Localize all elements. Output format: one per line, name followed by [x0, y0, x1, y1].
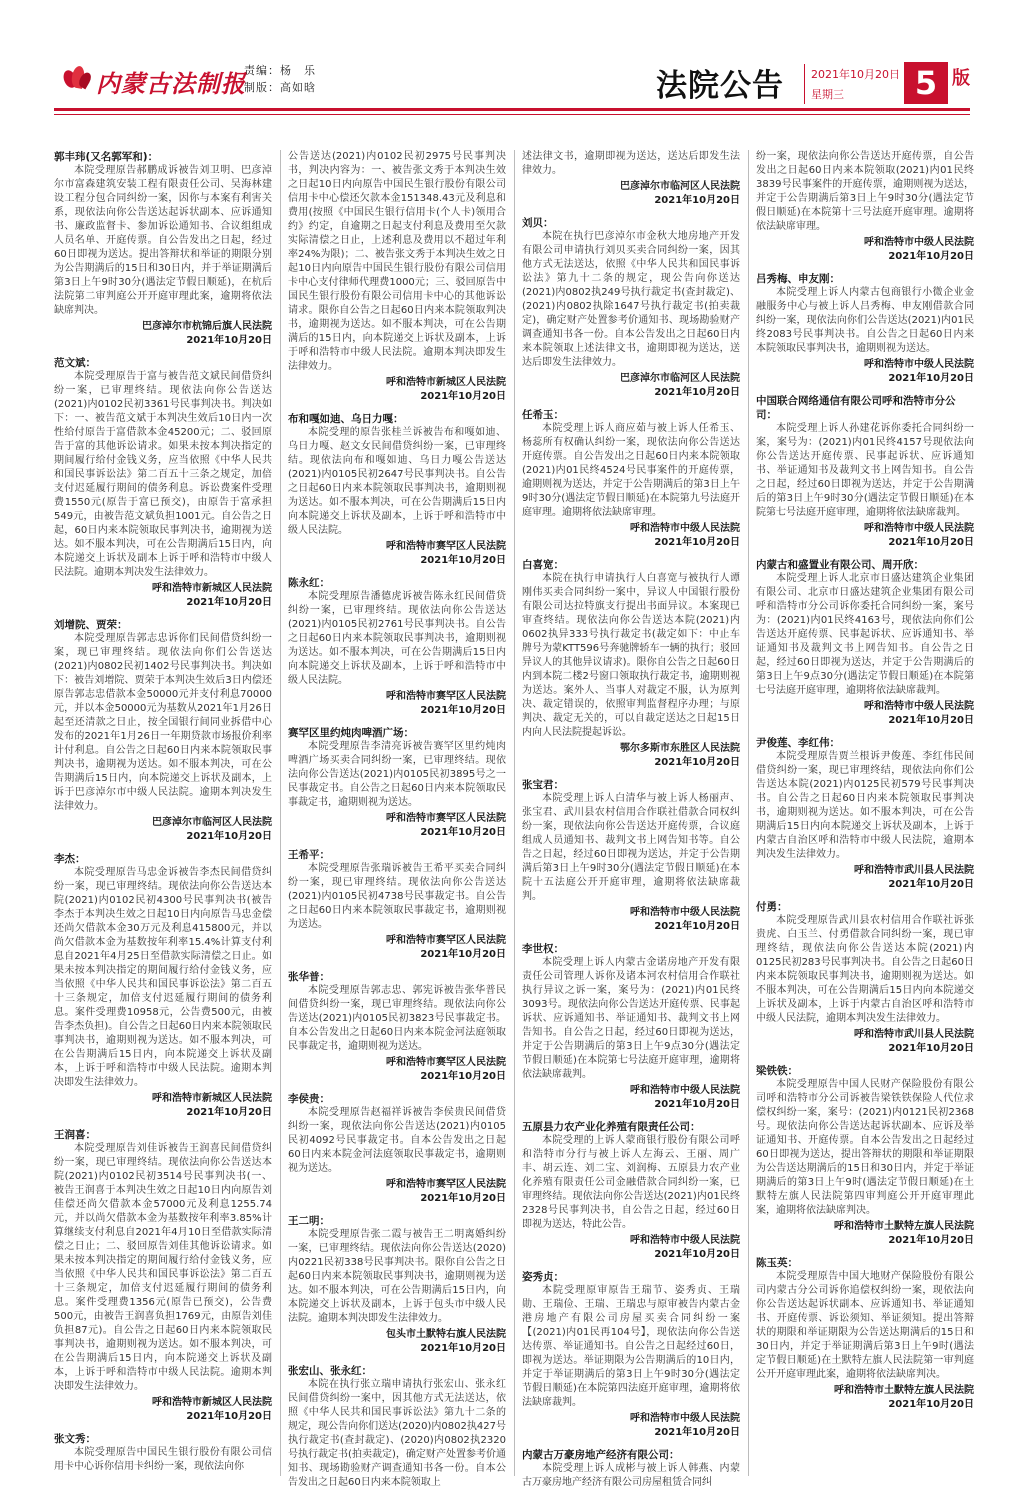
- notice-court: 呼和浩特市赛罕区人民法院: [386, 541, 506, 552]
- notice-body: 本院在执行申请执行人白喜宽与被执行人谭刚伟买卖合同纠纷一案中，异议人中国银行股份有限公司达拉特旗支行提出书面异议。本案现已审查终结。现依法向你公告送达本院(2021)内0602执异333号执行裁定书(裁定如下：中止车牌号为蒙KTT596号奔驰牌轿车一辆的执行；驳回异议人的其他异议请求)。限你自公告之日起60日内到本院二楼2号窗口领取执行裁定书，逾期则视为送达。案外人、当事人对裁定不服，认为原判决、裁定错误的，依照审判监督程序办理；与原判决、裁定无关的，可以自裁定送达之日起15日内向人民法院提起诉讼。: [522, 573, 740, 738]
- notice-date: 2021年10月20日: [888, 537, 974, 548]
- court-notice: [756, 736, 974, 892]
- notice-court: 巴彦淖尔市杭锦后旗人民法院: [142, 321, 272, 332]
- notice-court: 呼和浩特市武川县人民法院: [854, 1029, 974, 1040]
- court-notice: [522, 408, 740, 550]
- notice-date: 2021年10月20日: [654, 387, 740, 398]
- producer-label: 制版：高如晗: [244, 81, 316, 94]
- section-title: 法院公告: [656, 68, 784, 104]
- court-notice: [756, 394, 974, 550]
- notice-date: 2021年10月20日: [420, 1343, 506, 1354]
- column-4: [756, 150, 974, 1476]
- court-notice: [522, 778, 740, 934]
- notice-court: 呼和浩特市新城区人民法院: [152, 1093, 272, 1104]
- newspaper-name: 内蒙古法制报: [96, 69, 246, 98]
- notice-court: 呼和浩特市中级人民法院: [630, 907, 740, 918]
- notice-addressee: 吕秀梅、申友刚：: [756, 273, 840, 285]
- notice-date: 2021年10月20日: [420, 827, 506, 838]
- notice-body: 本院受理上诉人白清华与被上诉人杨丽声、张宝君、武川县农村信用合作联社借款合同权纠纷一案，现依法向你公告送达开庭传票，合议庭组成人员通知书、裁判文书上网告知书等。自公告之日起，经过60日即视为送达，并定于公告期满后第3日上午9时30分(遇法定节假日顺延)在本院十五法庭公开开庭审理，逾期将依法缺席裁判。: [522, 793, 740, 902]
- notice-court: 呼和浩特市赛罕区人民法院: [386, 1057, 506, 1068]
- notice-addressee: 刘增院、贾荣：: [54, 619, 128, 631]
- column-3: [522, 150, 740, 1488]
- notice-addressee: 李世权：: [522, 943, 564, 955]
- notice-body: 本院受理上诉人北京市日盛达建筑企业集团有限公司、北京市日盛达建筑企业集团有限公司呼和浩特市分公司诉你委托合同纠纷一案，案号为：(2021)内01民终4163号，现依法向你们公告送达开庭传票、民事起诉状、应诉通知书、举证通知书及裁判文书上网告知书。自公告之日起，经过60日即视为送达，并定于公告期满后的第3日上午9点30分(遇法定节假日顺延)在本院第七号法庭开庭审理，逾期将依法缺席裁判。: [756, 573, 974, 696]
- issue-date-box: [804, 64, 909, 104]
- notice-addressee: 内蒙古和盛置业有限公司、周开欣：: [756, 559, 924, 571]
- notice-addressee: 梁铁铁：: [756, 1065, 798, 1077]
- notice-body: 本院受理原告马忠金诉被告李杰民间借贷纠纷一案，现已审理终结。现依法向你公告送达本院(2021)内0102民初4300号民事判决书(被告李杰于本判决生效之日起10日内向原告马忠金偿还尚欠借款本金30万元及利息415800元，并以尚欠借款本金为基数按年利率15.4%计算支付利息自2021年4月25日至借款实际清偿之日止。如果未按本判决指定的期间履行给付金钱义务，应当依照《中华人民共和国民事诉讼法》第二百五十三条规定，加倍支付迟延履行期间的债务利息。案件受理费10958元，公告费500元，由被告李杰负担)。自公告之日起60日内来本院领取民事判决书，逾期则视为送达。如不服本判决，可在公告期满后15日内，向本院递交上诉状及副本，上诉于呼和浩特市中级人民法院。逾期本判决即发生法律效力。: [54, 867, 272, 1088]
- notice-addressee: 郭丰玮(又名郭军和)：: [54, 151, 159, 163]
- column-divider: [514, 150, 515, 1476]
- notice-body: 本院受理原告李清亮诉被告赛罕区里约炖肉啤酒广场买卖合同纠纷一案，已审理终结。现依法向你公告送达(2021)内0105民初3895号之一民事裁定书。自公告之日起60日内来本院领取民事裁定书，逾期则视为送达。: [288, 741, 506, 808]
- notice-addressee: 白喜宽：: [522, 559, 564, 571]
- notice-date: 2021年10月20日: [654, 1099, 740, 1110]
- court-notice: [756, 1256, 974, 1412]
- court-notice: [522, 558, 740, 770]
- notice-body: 本院受理上诉人内蒙古包商银行小微企业金融服务中心与被上诉人吕秀梅、申友刚借款合同纠纷一案，现依法向你们公告送达(2021)内01民终2083号民事判决书。自公告之日起60日内来本院领取民事判决书，逾期则视为送达。: [756, 287, 974, 354]
- notice-body: 本院受理原告贾兰根诉尹俊莲、李红伟民间借贷纠纷一案，现已审理终结，现依法向你们公告送达本院(2021)内0125民初579号民事判决书。自公告之日起60日内来本院领取民事判决书，逾期则视为送达。如不服本判决，可在公告期满后15日内向本院递交上诉状及副本，上诉于内蒙古自治区呼和浩特市中级人民法院，逾期本判决发生法律效力。: [756, 751, 974, 860]
- notice-body: 本院受理原告郭志忠诉你们民间借贷纠纷一案，现已审理终结。现依法向你们公告送达(2021)内0802民初1402号民事判决书。判决如下：被告刘增院、贾荣于本判决生效后3日内偿还原告郭志忠借款本金50000元并支付利息70000元，并以本金50000元为基数从2021年1月26日起至还清款之日止，按全国银行间同业拆借中心发布的2021年1月26日一年期贷款市场报价利率计付利息。自公告之日起60日内来本院领取民事判决书，逾期视为送达。如不服本判决，可在公告期满后15日内，向本院递交上诉状及副本，上诉于巴彦淖尔市中级人民法院。逾期本判决发生法律效力。: [54, 633, 272, 812]
- court-notice: [54, 150, 272, 348]
- notice-date: 2021年10月20日: [420, 555, 506, 566]
- notice-date: 2021年10月20日: [420, 705, 506, 716]
- notice-court: 呼和浩特市中级人民法院: [864, 359, 974, 370]
- editor-label: 责编：杨 乐: [244, 64, 316, 77]
- notice-court: 呼和浩特市土默特左旗人民法院: [834, 1385, 974, 1396]
- court-notice: [288, 576, 506, 718]
- masthead: [0, 0, 1024, 150]
- notice-addressee: 李杰：: [54, 853, 86, 865]
- notice-body: 本院受理原审原告王瑞节、姿秀贞、王瑞勋、王瑞俭、王瑞、王瑞忠与原审被告内蒙古金港房地产有限公司房屋买卖合同纠纷一案【(2021)内01民再104号】，现依法向你公告送达传票、举证通知书。自公告之日起经过60日，即视为送达。举证期限为公告期满后的10日内，并定于举证期满后的第3日上午9时30分(遇法定节假日顺延)在本院第四法庭开庭审理，逾期将依法缺席裁判。: [522, 1285, 740, 1408]
- court-notice: [756, 1064, 974, 1248]
- notice-date: 2021年10月20日: [654, 195, 740, 206]
- column-divider: [748, 150, 749, 1476]
- notice-court: 呼和浩特市中级人民法院: [630, 1235, 740, 1246]
- notice-court: 巴彦淖尔市临河区人民法院: [620, 373, 740, 384]
- notice-addressee: 任希玉：: [522, 409, 564, 421]
- notice-court: 呼和浩特市中级人民法院: [630, 1413, 740, 1424]
- issue-date: 2021年10月20日: [811, 68, 900, 81]
- notice-court: 呼和浩特市中级人民法院: [864, 523, 974, 534]
- notice-addressee: 五原县力农产业化养殖有限责任公司：: [522, 1121, 701, 1133]
- notice-court: 呼和浩特市土默特左旗人民法院: [834, 1221, 974, 1232]
- notice-addressee: 赛罕区里约炖肉啤酒广场：: [288, 727, 414, 739]
- notice-body: 本院受理原告中国大地财产保险股份有限公司内蒙古分公司诉你追偿权纠纷一案，现依法向你公告送达起诉状副本、应诉通知书、举证通知书、开庭传票、诉讼须知、举证须知。提出答辩状的期限和举证期限为公告送达期满后的15日和30日内，并定于举证期满后第3日上午9时(遇法定节假日顺延)在土默特左旗人民法院第一审判庭公开开庭审理此案，逾期将依法缺席判决。: [756, 1271, 974, 1380]
- notice-body: 纷一案，现依法向你公告送达开庭传票，自公告发出之日起60日内来本院领取(2021)内01民终3839号民事案件的开庭传票，逾期则视为送达，并定于公告期满后第3日上午9时30分(遇法定节假日顺延)在本院第十三号法庭开庭审理。逾期将依法缺席审理。: [756, 151, 974, 232]
- notice-body: 本院在执行张立瑞申请执行张宏山、张永红民间借贷纠纷一案中，因其他方式无法送达，依照《中华人民共和国民事诉讼法》第九十二条的规定，现公告向你们送达(2020)内0802执427号执行裁定书(查封裁定)、(2020)内0802执2320号执行裁定书(拍卖裁定)，确定财产处置参考价通知书、现场勘验财产调查通知书各一份。自本公告发出之日起60日内来本院领取上: [288, 1379, 506, 1488]
- notice-date: 2021年10月20日: [420, 949, 506, 960]
- notice-date: 2021年10月20日: [888, 251, 974, 262]
- court-notice: [522, 1448, 740, 1490]
- notice-court: 呼和浩特市赛罕区人民法院: [386, 691, 506, 702]
- notice-addressee: 王希平：: [288, 849, 330, 861]
- notice-body: 本院受理原告中国民生银行股份有限公司信用卡中心诉你信用卡纠纷一案，现依法向你: [54, 1447, 272, 1472]
- issue-weekday: 星期三: [811, 88, 844, 101]
- notice-body: 本院受理原告张瑞诉被告王希平买卖合同纠纷一案，现已审理终结。现依法向你公告送达(2021)内0105民初4738号民事裁定书。自公告之日起60日内来本院领取民事裁定书，逾期则视为送达。: [288, 863, 506, 930]
- notice-body: 述法律文书，逾期即视为送达，送达后即发生法律效力。: [522, 151, 740, 176]
- notice-court: 呼和浩特市赛罕区人民法院: [386, 813, 506, 824]
- notice-date: 2021年10月20日: [888, 879, 974, 890]
- notice-body: 本院受理原告郝鹏成诉被告刘卫明、巴彦淖尔市富森建筑安装工程有限责任公司、吴海林建设工程分包合同纠纷一案，因你与本案有利害关系，现依法向你公告送达起诉状副本、应诉通知书、廉政监督卡、参加诉讼通知书、合议组组成人员名单、开庭传票。自公告发出之日起，经过60日即视为送达。提出答辩状和举证的期限分别为公告期满后的15日和30日内，并于举证期满后第3日上午9时30分(遇法定节假日顺延)，在杭后法院第二审判庭公开开庭审理此案，逾期将依法缺席判决。: [54, 165, 272, 316]
- court-notice: [288, 1214, 506, 1356]
- notice-date: 2021年10月20日: [654, 921, 740, 932]
- notice-court: 呼和浩特市新城区人民法院: [152, 1397, 272, 1408]
- notice-court: 呼和浩特市赛罕区人民法院: [386, 935, 506, 946]
- notice-date: 2021年10月20日: [888, 1235, 974, 1246]
- notice-date: 2021年10月20日: [888, 1399, 974, 1410]
- court-notice: [756, 558, 974, 728]
- notice-date: 2021年10月20日: [420, 1193, 506, 1204]
- notice-addressee: 王润喜：: [54, 1129, 96, 1141]
- notice-date: 2021年10月20日: [186, 335, 272, 346]
- header-rule: [54, 108, 970, 111]
- court-notice: [54, 1128, 272, 1424]
- notice-court: 巴彦淖尔市临河区人民法院: [620, 181, 740, 192]
- notice-date: 2021年10月20日: [654, 1427, 740, 1438]
- notice-addressee: 王二明：: [288, 1215, 330, 1227]
- notice-addressee: 付勇：: [756, 901, 788, 913]
- notice-body: 本院在执行巴彦淖尔市金秋大地房地产开发有限公司申请执行刘贝买卖合同纠纷一案，因其他方式无法送达，依照《中华人民共和国民事诉讼法》第九十二条的规定，现公告向你送达(2021)内0802执249号执行裁定书(查封裁定)、(2021)内0802执除1647号执行裁定书(拍卖裁定)，确定财产处置参考价通知书、现场勘验财产调查通知书各一份。自本公告发出之日起60日内来本院领取上述法律文书，逾期即视为送达，送达后即发生法律效力。: [522, 231, 740, 368]
- newspaper-logo: [62, 62, 246, 98]
- notice-body: 本院受理原告赵福祥诉被告李侯贵民间借贷纠纷一案，现依法向你公告送达(2021)内0105民初4092号民事裁定书。自本公告发出之日起60日内来本院金河法庭领取民事裁定书，逾期则视为送达。: [288, 1107, 506, 1174]
- notice-date: 2021年10月20日: [888, 373, 974, 384]
- notice-date: 2021年10月20日: [654, 757, 740, 768]
- notice-addressee: 姿秀贞：: [522, 1271, 564, 1283]
- notice-body: 本院受理原告潘德虎诉被告陈永红民间借贷纠纷一案，已审理终结。现依法向你公告送达(2021)内0105民初2761号民事判决书。自公告之日起60日内来本院领取民事判决书，逾期则视为送达。如不服本判决，可在公告期满后15日内向本院递交上诉状及副本，上诉于呼和浩特市中级人民法院。: [288, 591, 506, 686]
- notice-date: 2021年10月20日: [186, 1107, 272, 1118]
- notice-court: 包头市土默特右旗人民法院: [386, 1329, 506, 1340]
- logo-mark-icon: [62, 64, 92, 92]
- notice-body: 本院受理原告郭志忠、郭宪诉被告张华普民间借贷纠纷一案，现已审理终结。现依法向你公告送达(2021)内0105民初3823号民事裁定书。自本公告发出之日起60日内来本院金河法庭领取民事裁定书，逾期则视为送达。: [288, 985, 506, 1052]
- court-notice: [288, 848, 506, 962]
- notice-date: 2021年10月20日: [186, 597, 272, 608]
- page-suffix: 版: [952, 68, 970, 89]
- court-notice: [522, 942, 740, 1112]
- court-notice: [288, 1092, 506, 1206]
- notice-addressee: 陈玉英：: [756, 1257, 798, 1269]
- notice-addressee: 布和嘎如迪、乌日力嘎：: [288, 413, 404, 425]
- court-notice: [756, 150, 974, 264]
- notice-columns: [54, 150, 974, 1488]
- notice-body: 本院受理上诉人内蒙古金诺房地产开发有限责任公司管理人诉你及诸本河农村信用合作联社执行异议之诉一案，案号为：(2021)内01民终3093号。现依法向你公告送达开庭传票、民事起诉状、应诉通知书、举证通知书、裁判文书上网告知书。自公告之日起，经过60日即视为送达，并定于公告期满后的第3日上午9点30分(遇法定节假日顺延)在本院第七号法庭开庭审理，逾期将依法缺席裁判。: [522, 957, 740, 1080]
- notice-court: 鄂尔多斯市东胜区人民法院: [620, 743, 740, 754]
- notice-court: 呼和浩特市中级人民法院: [864, 237, 974, 248]
- notice-body: 本院受理上诉人孙建花诉你委托合同纠纷一案，案号为：(2021)内01民终4157号现依法向你公告送达开庭传票、民事起诉状、应诉通知书、举证通知书及裁判文书上网告知书。自公告之日起，经过60日即视为送达，并定于公告期满后的第3日上午9时30分(遇法定节假日顺延)在本院第七号法庭开庭审理，逾期将依法缺席裁判。: [756, 423, 974, 518]
- header-rule-thin: [54, 114, 970, 115]
- notice-court: 呼和浩特市武川县人民法院: [854, 865, 974, 876]
- notice-body: 本院受理上诉人成彬与被上诉人韩燕、内蒙古万豪房地产经济有限公司房屋租赁合同纠: [522, 1463, 740, 1488]
- notice-body: 本院受理的原告张桂兰诉被告布和嘎如迪、乌日力嘎、赵文女民间借贷纠纷一案，已审理终结。现依法向布和嘎如迪、乌日力嘎公告送达(2021)内0105民初2647号民事判决书。自公告之日起60日内来本院领取民事判决书，逾期则视为送达。如不服本判决，可在公告期满后15日内向本院递交上诉状及副本，上诉于呼和浩特市中级人民法院。: [288, 427, 506, 536]
- column-1: [54, 150, 272, 1476]
- notice-body: 公告送达(2021)内0102民初2975号民事判决书，判决内容为：一、被告张文秀于本判决生效之日起10日内向原告中国民生银行股份有限公司信用卡中心偿还欠款本金151348.43元及利息和费用(按照《中国民生银行信用卡(个人卡)领用合约》约定，自逾期之日起支付利息及费用至欠款实际清偿之日止，上述利息及费用以不超过年利率24%为限)；二、被告张文秀于本判决生效之日起10日内向原告中国民生银行股份有限公司信用卡中心支付律师代理费1000元；三、驳回原告中国民生银行股份有限公司信用卡中心的其他诉讼请求。限你自公告之日起60日内来本院领取判决书，逾期视为送达。如不服本判决，可在公告期满后的15日内，向本院递交上诉状及副本，上诉于呼和浩特市中级人民法院。逾期本判决即发生法律效力。: [288, 151, 506, 372]
- notice-body: 本院受理原告张二霞与被告王二明离婚纠纷一案，已审理终结。现依法向你公告送达(2020)内0221民初338号民事判决书。限你自公告之日起60日内来本院领取民事判决书，逾期则视为送达。如不服本判决，可在公告期满后15日内，向本院递交上诉状及副本，上诉于包头市中级人民法院。逾期本判决即发生法律效力。: [288, 1229, 506, 1324]
- notice-date: 2021年10月20日: [654, 537, 740, 548]
- notice-court: 呼和浩特市赛罕区人民法院: [386, 1179, 506, 1190]
- notice-addressee: 刘贝：: [522, 217, 554, 229]
- court-notice: [288, 970, 506, 1084]
- court-notice: [522, 1270, 740, 1440]
- notice-addressee: 陈永红：: [288, 577, 330, 589]
- notice-addressee: 李侯贵：: [288, 1093, 330, 1105]
- notice-body: 本院受理上诉人商应茹与被上诉人任希玉、杨蕊所有权确认纠纷一案，现依法向你公告送达开庭传票。自公告发出之日起60日内来本院领取(2021)内01民终4524号民事案件的开庭传票，逾期则视为送达，并定于公告期满后的第3日上午9时30分(遇法定节假日顺延)在本院第九号法庭开庭审理。逾期将依法缺席审理。: [522, 423, 740, 518]
- notice-date: 2021年10月20日: [888, 715, 974, 726]
- court-notice: [288, 1364, 506, 1490]
- notice-body: 本院受理的上诉人蒙商银行股份有限公司呼和浩特市分行与被上诉人左海云、王丽、周广丰、胡云连、刘二宝、刘润梅、五原县力农产业化养殖有限责任公司金融借款合同纠纷一案，已审理终结。现依法向你公告送达(2021)内01民终2328号民事判决书，自公告之日起，经过60日即视为送达，特此公告。: [522, 1135, 740, 1230]
- court-notice: [288, 150, 506, 404]
- court-notice: [288, 726, 506, 840]
- court-notice: [522, 150, 740, 208]
- editor-credits: [244, 62, 316, 96]
- notice-court: 呼和浩特市中级人民法院: [864, 701, 974, 712]
- court-notice: [522, 216, 740, 400]
- notice-court: 呼和浩特市中级人民法院: [630, 1085, 740, 1096]
- notice-court: 巴彦淖尔市临河区人民法院: [152, 817, 272, 828]
- notice-date: 2021年10月20日: [420, 391, 506, 402]
- column-2: [288, 150, 506, 1488]
- notice-court: 呼和浩特市新城区人民法院: [152, 583, 272, 594]
- notice-court: 呼和浩特市新城区人民法院: [386, 377, 506, 388]
- court-notice: [54, 618, 272, 844]
- notice-addressee: 内蒙古万豪房地产经济有限公司：: [522, 1449, 680, 1461]
- notice-addressee: 张文秀：: [54, 1433, 96, 1445]
- notice-addressee: 中国联合网络通信有限公司呼和浩特市分公司：: [756, 395, 956, 421]
- notice-addressee: 尹俊莲、李红伟：: [756, 737, 840, 749]
- notice-date: 2021年10月20日: [186, 1411, 272, 1422]
- court-notice: [54, 852, 272, 1120]
- notice-court: 呼和浩特市中级人民法院: [630, 523, 740, 534]
- notice-date: 2021年10月20日: [654, 1249, 740, 1260]
- notice-body: 本院受理原告武川县农村信用合作联社诉张贵虎、白玉兰、付勇借款合同纠纷一案，现已审理终结，现依法向你公告送达本院(2021)内0125民初283号民事判决书。自公告之日起60日内来本院领取民事判决书，逾期则视为送达。如不服本判决，可在公告期满后15日内向本院递交上诉状及副本，上诉于内蒙古自治区呼和浩特市中级人民法院，逾期本判决发生法律效力。: [756, 915, 974, 1024]
- notice-addressee: 张华普：: [288, 971, 330, 983]
- notice-body: 本院受理原告刘佳诉被告王润喜民间借贷纠纷一案，现已审理终结。现依法向你公告送达本院(2021)内0102民初3514号民事判决书(一、被告王润喜于本判决生效之日起10日内向原告刘佳偿还尚欠借款本金57000元及利息1255.74元，并以尚欠借款本金为基数按年利率3.85%计算继续支付利息自2021年4月10日至借款实际清偿之日止；二、驳回原告刘佳其他诉讼请求。如果未按本判决指定的期间履行给付金钱义务，应当依照《中华人民共和国民事诉讼法》第二百五十三条规定，加倍支付迟延履行期间的债务利息。案件受理费1356元(原告已预交)，公告费500元，由被告王润喜负担1769元，由原告刘佳负担87元)。自公告之日起60日内来本院领取民事判决书，逾期则视为送达。如不服本判决，可在公告期满后15日内，向本院递交上诉状及副本，上诉于呼和浩特市中级人民法院。逾期本判决即发生法律效力。: [54, 1143, 272, 1392]
- notice-date: 2021年10月20日: [186, 831, 272, 842]
- notice-addressee: 范文斌：: [54, 357, 96, 369]
- court-notice: [288, 412, 506, 568]
- court-notice: [54, 356, 272, 610]
- column-divider: [280, 150, 281, 1476]
- court-notice: [756, 900, 974, 1056]
- notice-addressee: 张宏山、张永红：: [288, 1365, 372, 1377]
- notice-body: 本院受理原告于富与被告范文斌民间借贷纠纷一案，已审理终结。现依法向你公告送达(2021)内0102民初3361号民事判决书。判决如下：一、被告范文斌于本判决生效后10日内一次性给付原告于富借款本金45200元；二、驳回原告于富的其他诉讼请求。如果未按本判决指定的期间履行给付金钱义务，应当依照《中华人民共和国民事诉讼法》第二百五十三条之规定，加倍支付迟延履行期间的债务利息。诉讼费案件受理费1550元(原告于富已预交)，由原告于富承担549元，由被告范文斌负担1001元。自公告之日起，60日内来本院领取民事判决书，逾期视为送达。如不服本判决，可在公告期满后15日内，向本院递交上诉状及副本上诉于呼和浩特市中级人民法院。逾期本判决发生法律效力。: [54, 371, 272, 578]
- notice-body: 本院受理原告中国人民财产保险股份有限公司呼和浩特市分公司诉被告梁铁铁保险人代位求偿权纠纷一案，案号：(2021)内0121民初2368号。现依法向你公告送达起诉状副本、应诉及举证通知书、开庭传票。自本公告发出之日起经过60日即视为送达，提出答辩状的期限和举证期限为公告送达期满后的15日和30日内，并定于举证期满后的第3日上午9时(遇法定节假日顺延)在土默特左旗人民法院第四审判庭公开开庭审理此案，逾期将依法缺席判决。: [756, 1079, 974, 1216]
- notice-addressee: 张宝君：: [522, 779, 564, 791]
- court-notice: [54, 1432, 272, 1474]
- page-number: 5: [904, 62, 948, 104]
- court-notice: [756, 272, 974, 386]
- notice-date: 2021年10月20日: [420, 1071, 506, 1082]
- notice-date: 2021年10月20日: [888, 1043, 974, 1054]
- court-notice: [522, 1120, 740, 1262]
